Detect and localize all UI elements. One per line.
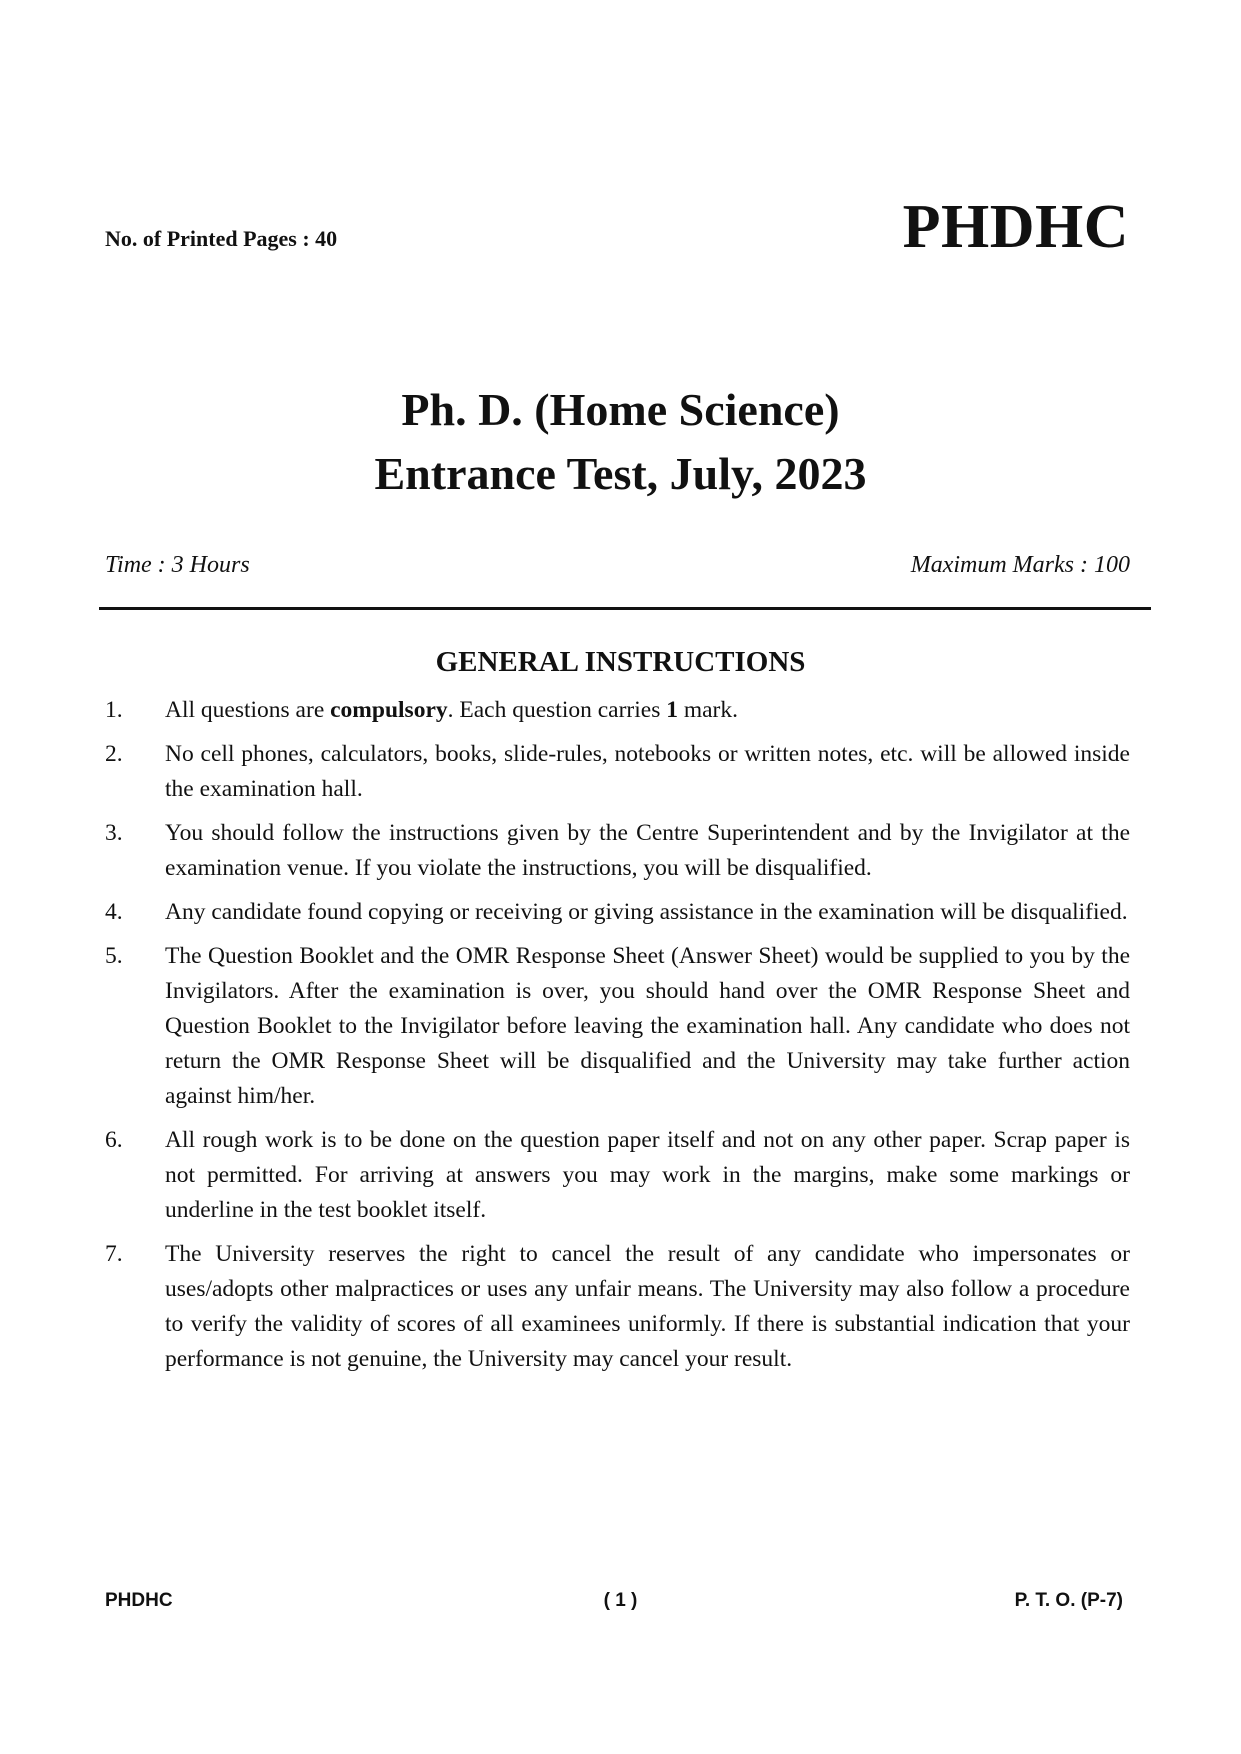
exam-duration: Time : 3 Hours (105, 552, 250, 578)
instruction-number: 6. (105, 1127, 123, 1153)
instruction-text: The University reserves the right to cancel the result of any candidate who impersonates or uses/adopts other malpractices or uses any unfair means. The University may also follow a procedure to verify the validity of scores of all examinees uniformly. If there is substantial indication that your performance is not genuine, the University may cancel your result. (165, 1241, 1130, 1372)
instruction-text: The Question Booklet and the OMR Response Sheet (Answer Sheet) would be supplied to you by the Invigilators. After the examination is over, you should hand over the OMR Response Sheet and Question Booklet to the Invigilator before leaving the examination hall. Any candidate who does not return the OMR Response Sheet will be disqualified and the University may take further action against him/her. (165, 943, 1130, 1109)
please-turn-over: P. T. O. (P-7) (1014, 1590, 1123, 1611)
exam-title-line-2: Entrance Test, July, 2023 (374, 448, 867, 499)
exam-title (0, 378, 1241, 506)
instruction-number: 3. (105, 820, 123, 846)
instruction-text: You should follow the instructions given by the Centre Superintendent and by the Invigilator at the examination venue. If you violate the instructions, you will be disqualified. (165, 820, 1130, 881)
emphasis-compulsory: compulsory (330, 697, 448, 723)
emphasis-mark-value: 1 (666, 697, 678, 723)
instruction-item (105, 939, 1130, 1114)
instruction-number: 4. (105, 899, 123, 925)
instruction-text: Any candidate found copying or receiving or giving assistance in the examination will be disqualified. (165, 899, 1128, 925)
printed-pages-count: No. of Printed Pages : 40 (105, 226, 338, 251)
maximum-marks: Maximum Marks : 100 (910, 552, 1130, 578)
instruction-item (105, 1123, 1130, 1228)
instruction-number: 2. (105, 741, 123, 767)
instruction-item (105, 737, 1130, 807)
instruction-number: 7. (105, 1241, 123, 1267)
instructions-heading: GENERAL INSTRUCTIONS (435, 646, 806, 678)
paper-code: PHDHC (902, 193, 1129, 261)
instruction-text: All questions are compulsory. Each question carries 1 mark. (165, 697, 739, 723)
instruction-item (105, 816, 1130, 886)
header-divider (99, 607, 1151, 610)
instruction-number: 1. (105, 697, 123, 723)
footer-paper-code: PHDHC (105, 1590, 173, 1611)
instruction-item (105, 1237, 1130, 1377)
exam-title-line-1: Ph. D. (Home Science) (401, 384, 840, 435)
page-number: ( 1 ) (603, 1590, 638, 1611)
instruction-item (105, 895, 1130, 930)
instruction-item (105, 693, 1130, 728)
instruction-text: No cell phones, calculators, books, slide-rules, notebooks or written notes, etc. will be allowed inside the examination hall. (165, 741, 1130, 802)
instructions-list (105, 693, 1130, 1386)
instruction-text: All rough work is to be done on the question paper itself and not on any other paper. Scrap paper is not permitted. For arriving at answers you may work in the margins, make some markings or underline in the test booklet itself. (165, 1127, 1130, 1223)
instruction-number: 5. (105, 943, 123, 969)
